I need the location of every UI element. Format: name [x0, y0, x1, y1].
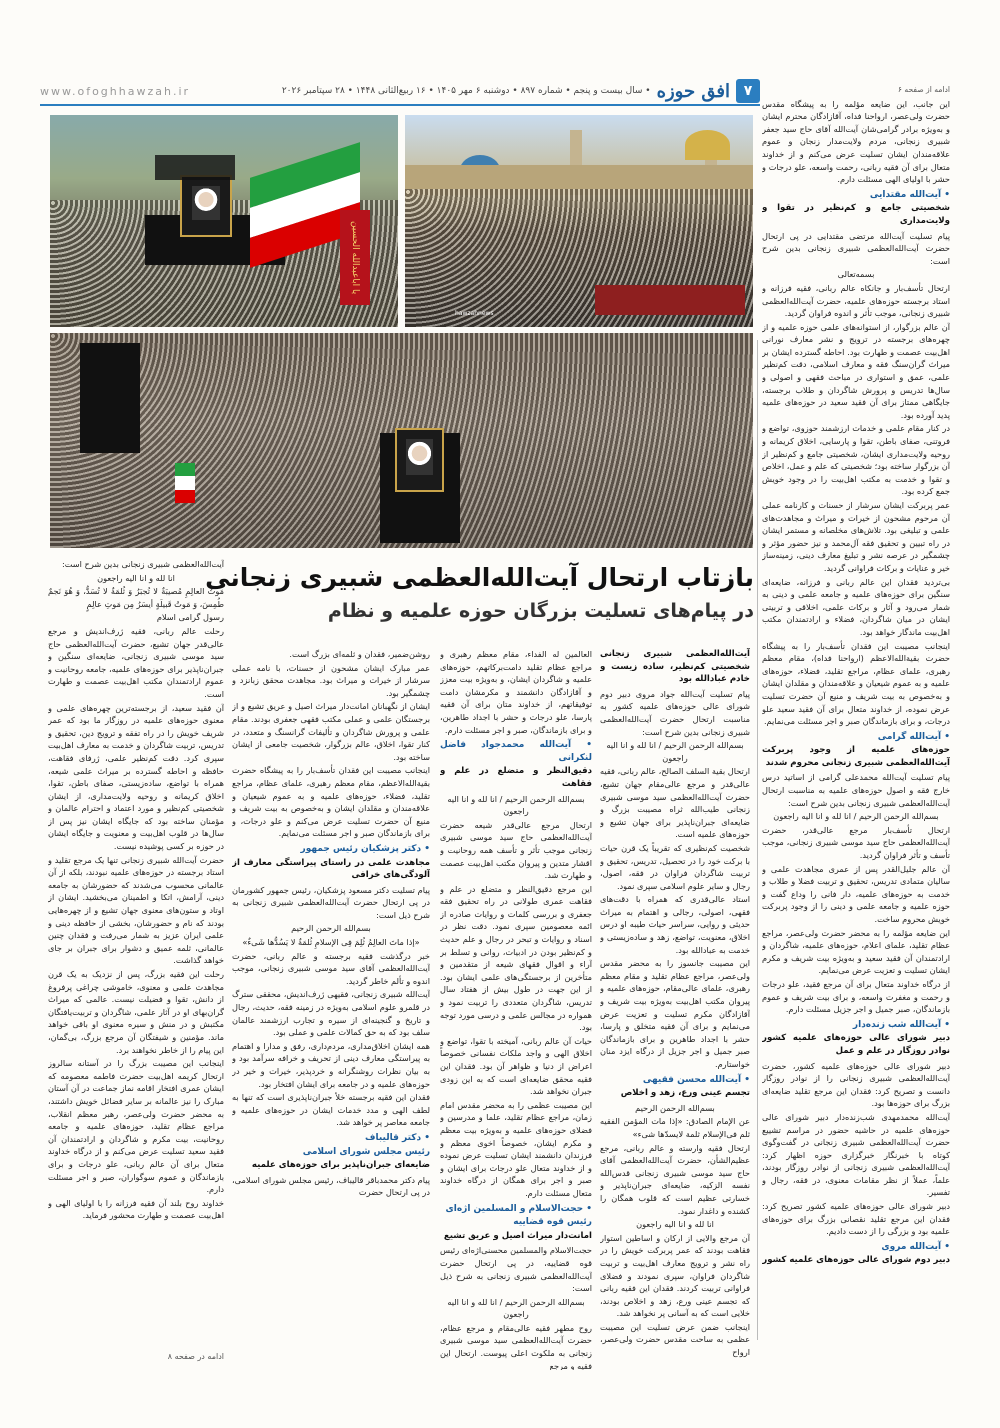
paragraph: اینجانب مصیبت این فقدان تأسف‌بار را به پیشگاه حضرت بقیةالله‌الاعظم، مقام معظم رهبری، علمای عظام، مراجع تقلید، فضلاء، حوزه‌های علمیه و به عموم شیعیان و علاقه‌مندان و مقلدان ایشان و به‌خصوص به بیت شریف و منیع آن حضرت تسلیت عرض می‌کنم و علو درجات، و برای بازماندگان صبر و اجر مسئلت می‌نمایم. [232, 765, 430, 839]
paragraph: این مرجع دقیق‌النظر و متضلع در علم و فقاهت عمری طولانی در راه تحقیق فقه جعفری و بررسی کلمات و روایات صادره از ائمه معصومین سپری نمود. دقت نظر در اسناد و روایات و تبحر در رجال و علم حدیث و کم‌نظیر بودن در ادبیات، روانی و تسلط بر آراء و اقوال فقهای شیعه از متقدمین و متأخرین از برجستگی‌های علمی ایشان بود. از این جهت در طول بیش از هفتاد سال تدریس، شاگردان متعددی را تربیت نمود و همواره در مجالس علمی و درسی مورد توجه بود. [440, 883, 592, 1033]
headline: بازتاب ارتحال آیت‌الله‌العظمی شبیری زنجانی [205, 563, 754, 592]
paragraph: خداوند روح بلند آن فقیه فرزانه را با اولیای الهی و اهل‌بیت عصمت و طهارت محشور فرماید. [48, 1197, 224, 1221]
paragraph: شخصیت کم‌نظیری که تقریباً یک قرن حیات با برکت خود را در تحصیل، تدریس، تحقیق و تربیت شاگردان فراوان در فقه، اصول، رجال و سایر علوم اسلامی سپری نمود. [600, 842, 750, 891]
paragraph: آیت‌الله شبیری زنجانی، فقیهی ژرف‌اندیش، محققی سترگ در قلمرو علوم اسلامی به‌ویژه در زمینه فقه، حدیث، رجال و تاریخ و گنجینه‌ای از سیره و تجارب ارزشمند عالمان سلف بود که به حق کمالات علمی و عملی بود. [232, 989, 430, 1038]
iran-flag [175, 463, 195, 503]
paragraph: اینجانب این مصیبت بزرگ را در آستانه سالروز ارتحال کریمه اهل‌بیت حضرت فاطمه معصومه که ایشان عمری افتخار اقامه نماز جماعت در آن آستان مبارک را نیز عالمانه بر سایر فضائل خویش داشتند، به محضر حضرت ولی‌عصر، رهبر معظم انقلاب، مراجع عظام تقلید، حوزه‌های علمیه و جامعه روحانیت، بیت مکرم و شاگردان و ارادتمندان آن فقید سعید تسلیت عرض می‌کنم و از درگاه خداوند متعال برای آن عالم ربانی، علو درجات و برای بازماندگان و عموم سوگواران، صبر و اجر مسئلت دارم. [48, 1058, 224, 1195]
paragraph: آن فقید سعید، از برجسته‌ترین چهره‌های علمی و معنوی حوزه‌های علمیه در روزگار ما بود که عمر شریف خویش را در راه تفقه و ترویج دین، تحقیق و تدریس، تربیت شاگردان و خدمت به معارف اهل‌بیت سپری کرد. دقت کم‌نظیر علمی، ژرفای فقاهت، حافظه و احاطه گسترده بر میراث علمی شیعه، همراه با تواضع، ساده‌زیستی، صفای باطن، تقوا، اخلاق کریمانه و روحیه ولایت‌مداری، از ایشان شخصیتی کم‌نظیر و مورد اعتماد و احترام عالمان و مؤمنان ساخته بود که جایگاه ایشان نیز پس از سال‌ها در قلوب اهل‌بیت و معنویت و جایگاه ایشان در حوزه بر کسی پوشیده نیست. [48, 702, 224, 852]
shrine-crowd-photo [405, 115, 753, 327]
paragraph: حیات آن عالم ربانی، آمیخته با تقوا، تواضع و اخلاق الهی و واجد ملکات نفسانی خصوصاً اعراض از دنیا و ظواهر آن بود. فقدان این فقیه محقق ضایعه‌ای است که به این زودی جبران نخواهد شد. [440, 1035, 592, 1097]
paragraph: روشن‌ضمیر، فقدان و ثلمه‌ای بزرگ است. [289, 649, 430, 659]
column-right [762, 84, 950, 1346]
section-heading: • آیت‌الله مروی [881, 1241, 950, 1252]
paragraph: انا لله و انا الیه راجعون [636, 1219, 714, 1230]
paragraph: پیام تسلیت آیت‌الله جواد مروی دبیر دوم شورای عالی حوزه‌های علمیه کشور به مناسبت ارتحال حضرت آیت‌الله‌العظمی شبیری زنجانی بدین شرح است: [600, 688, 750, 737]
subheadline: در پیام‌های تسلیت بزرگان حوزه علمیه و نظام [327, 600, 754, 622]
section-heading: • دکتر پزشکیان رئیس جمهور [300, 843, 430, 854]
basmala: بسم‌الله الرحمن الرحیم / انا لله و انا الیه راجعون [447, 793, 585, 817]
portrait-frame [180, 175, 232, 237]
quote: مَوتُ العالِمِ مُصیبَةٌ لا تُجبَرُ وَ ثُلمَةٌ لا تُسَدُّ، وَ هُوَ نَجمٌ طُمِسَ، وَ مَوتُ قَبیلَةٍ أیسَرُ مِن مَوتِ عالِمٍ [48, 586, 224, 609]
paragraph: عمر مبارک ایشان مشحون از حسنات، با نامه عملی سرشار از خیرات و میراث بود. مجاهدت محقق زبانزد و چشمگیر بود. [232, 662, 430, 698]
paragraph: این جانب، این ضایعه مؤلمه را به پیشگاه مقدس حضرت ولی‌عصر، ارواحنا فداه، آقازادگان محترم ایشان و به‌ویژه برادر گرامی‌شان آیت‌الله آقای حاج سید جعفر شبیری زنجانی، مردم ولایت‌مدار زنجان و عموم علاقه‌مندان ایشان تسلیت عرض می‌کنم و از خداوند متعال برای آن فقیه ربانی، رحمت واسعه، علو درجات و حشر با اولیای الهی مسئلت دارم. [762, 98, 950, 185]
funeral-stage-photo [50, 115, 398, 327]
shrine-dome [685, 130, 730, 160]
paragraph: خبر درگذشت فقیه برجسته و عالم ربانی، حضرت آیت‌الله‌العظمی آقای سید موسی شبیری زنجانی، موجب اندوه و تألم خاطر گردید. [232, 950, 430, 986]
photo-credit: hawzahnews [455, 310, 494, 317]
quote: «إذا ماتَ العالِمُ ثُلِمَ فِی الإسلامِ ثُلمَةٌ لا یَسُدُّها شَیءٌ» [242, 937, 420, 948]
section-subheading: دقیق‌النظر و متضلع در علم و فقاهت [440, 766, 592, 789]
section-heading-title: رئیس قوه قضاییه [513, 1217, 592, 1228]
section-heading: • حجت‌الاسلام و المسلمین اژه‌ای [445, 1203, 592, 1214]
page-header [40, 78, 760, 106]
section-heading: • آیت‌الله محمدجواد فاضل لنکرانی [440, 740, 592, 763]
black-banner-left [80, 343, 140, 453]
paragraph: این ضایعه مؤلمه را به محضر حضرت ولی‌عصر، مراجع عظام تقلید، علمای اعلام، حوزه‌های علمیه، شاگردان و ارادتمندان آن فقید سعید و به‌ویژه بیت شریف و مکرم ایشان تسلیت و تعزیت عرض می‌نمایم. [762, 927, 950, 976]
paragraph: دبیر شورای عالی حوزه‌های علمیه کشور تصریح کرد: فقدان این مرجع تقلید نقصانی بزرگ برای حوزه‌های علمیه بود و بزرگی را از دست دادیم. [762, 1201, 950, 1237]
section-subheading: شخصیتی جامع و کم‌نظیر در تقوا و ولایت‌مداری [762, 203, 950, 226]
paragraph: انا لله و انا الیه راجعون [97, 572, 175, 583]
article-title-block [205, 562, 754, 622]
paragraph: همه ایشان اخلاق‌مداری، مردم‌داری، رفق و مدارا و اهتمام به پیراستگی معارف دینی از تحریف و خرافه سرآمد بود و به بیان نظرات روشنگرانه و خردپذیر، خیرات و خیر در حوزه‌های علمیه و در جامعه برای ایشان افتخار بود. [232, 1040, 430, 1089]
coffin [595, 285, 745, 315]
section-subheading: دبیر شورای عالی حوزه‌های علمیه کشور نوادر روزگار در علم و عمل [762, 1033, 950, 1056]
website-link[interactable]: www.ofoghhawzah.ir [40, 84, 191, 98]
column-divider [757, 340, 758, 1340]
paragraph: ارتحال فقیه وارسته و عالم ربانی، مرجع عظیم‌الشأن، حضرت آیت‌الله‌العظمی آقای حاج سید موسی شبیری زنجانی قدس‌الله نفسه الزکیه، ضایعه‌ای جبران‌ناپذیر و خسارتی عظیم است که قلوب همگان را کشنده و داغدار نمود. [600, 1142, 750, 1216]
paragraph: رحلت این فقیه بزرگ، پس از نزدیک به یک قرن مجاهدت علمی و معنوی، خاموشی چراغی پرفروغ از دانش، تقوا و فضیلت نیست. عالمی که میراث گران‌بهای او در آثار علمی، شاگردان و تربیت‌یافتگان مکتبش و در منش و سیره معنوی او باقی خواهد ماند. مؤمنین و شیفتگان آن مرجع بزرگ، بی‌گمان، این پیام را از خاطر نخواهند برد. [48, 969, 224, 1055]
continued-note: ادامه از صفحه ۶ [897, 85, 950, 94]
paragraph: ایشان از نگهبانان امانت‌دار میراث اصیل و عریق تشیع و از برجستگان علمی و عملی مکتب فقهی جعفری بودند. مقام علمی و پرورش شاگردان و تألیفات گرانسنگ و متعدد، در کنار تقوا، اخلاق، عالم بزرگوار، شخصیت جامعی از ایشان ساخته بود. [232, 701, 430, 762]
paragraph: آیت‌الله‌العظمی شبیری زنجانی بدین شرح است: [62, 559, 224, 569]
section-heading: • آیت‌الله مقتدایی [869, 189, 950, 200]
section-heading: • دکتر قالیباف [365, 1132, 430, 1143]
section-subheading: دبیر دوم شورای عالی حوزه‌های علمیه کشور [762, 1255, 950, 1266]
basmala: بسم‌الله الرحمن الرحیم / انا لله و انا الیه راجعون [606, 740, 744, 763]
paragraph: حضرت آیت‌الله شبیری زنجانی تنها یک مرجع تقلید و استاد برجسته در حوزه‌های علمیه نبودند، بلکه از آن عالمانی محسوب می‌شدند که حضورشان به جامعه دینی، آرامش، اتکا و اطمینان می‌بخشید. ایشان از اوتاد و ستون‌های معنوی جهان تشیع و از چهره‌هایی بودند که نام و حضورشان، بخشی از حافظه دینی و علمی ایران عزیز به شمار می‌رفت و فقدان چنین عالمانی، ثلمه عمیق و دشوار برای جبران بر جای خواهد گذاشت. [48, 854, 224, 966]
continued-note: ادامه در صفحه ۸ [167, 1352, 224, 1361]
paragraph: بی‌تردید فقدان این عالم ربانی و فرزانه، ضایعه‌ای سنگین برای حوزه‌های علمیه و جامعه علمی و دینی به شمار می‌رود و آثار و برکات علمی، اخلاقی و تربیتی ایشان در میان شاگردان، فضلاء و ارادتمندان مکتب اهل‌بیت ماندگار خواهد بود. [762, 576, 950, 637]
basmala: بسمه‌تعالی [837, 269, 875, 280]
basmala: بسم‌الله الرحمن الرحیم / انا لله و انا الیه راجعون [773, 811, 939, 822]
section-subheading: تجسم عینی ورع، زهد و اخلاص [620, 1088, 750, 1099]
paragraph: اینجانب ضمن عرض تسلیت این مصیبت عظمی به ساحت مقدس حضرت ولی‌عصر، ارواح [600, 1321, 750, 1358]
paragraph: اینجانب مصیبت این فقدان تأسف‌بار را به پیشگاه حضرت بقیةالله‌الاعظم (ارواحنا فداه)، مقام معظم رهبری، علمای عظام، مراجع تقلید، فضلاء، حوزه‌های علمیه و به عموم شیعیان و علاقه‌مندان و مقلدان ایشان و به‌خصوص به بیت شریف و منیع آن حضرت تسلیت عرض نموده، از خداوند متعال برای آن فقید سعید علو درجات، و برای بازماندگان صبر و اجر مسئلت می‌نمایم. [762, 640, 950, 727]
publication-logo: افق حوزه [656, 80, 730, 102]
paragraph: العالمین له الفداء، مقام معظم رهبری و مراجع عظام تقلید دامت‌برکاتهم، حوزه‌های علمیه و شاگردان ایشان، و به‌ویژه بیت معزز و آقازادگان دانشمند و مکرمشان دامت توفیقاتهم، از خداوند متان برای آن فقیه پارسا، علو درجات و حشر با اجداد طاهرین، و برای بازماندگان، صبر و اجر مسئلت دارم. [440, 649, 592, 735]
paragraph: رحلت عالم ربانی، فقیه ژرف‌اندیش و مرجع عالی‌قدر جهان تشیع، حضرت آیت‌الله‌العظمی حاج سید موسی شبیری زنجانی، ضایعه‌ای سنگین و جبران‌ناپذیر برای حوزه‌های علمیه، جامعه روحانیت و عموم ارادتمندان مکتب اهل‌بیت عصمت و طهارت است. [48, 625, 224, 699]
section-heading: • آیت‌الله محسن فقیهی [642, 1074, 750, 1085]
paragraph: روح مطهر فقیه عالی‌مقام و مرجع عظام، حضرت آیت‌الله‌العظمی سید موسی شبیری زنجانی به ملکوت اعلی پیوست. ارتحال این فقیه و مرجع [440, 1322, 592, 1370]
section-subheading: آیت‌الله‌العظمی شبیری زنجانی شخصیتی کم‌نظیر، ساده زیست و خادم عبادالله بود [600, 649, 750, 685]
paragraph: پیام تسلیت دکتر مسعود پزشکیان، رئیس جمهور کشورمان در پی ارتحال حضرت آیت‌الله‌العظمی شبیری زنجانی به شرح ذیل است: [232, 884, 430, 920]
paragraph: عمر پربرکت ایشان سرشار از حسنات و کارنامه عملی آن مرحوم مشحون از خیرات و میراث و مجاهدت‌های علمی و تبلیغی بود. تلاش‌های مخلصانه و مستمر ایشان در راه تبیین و تحقیق فقه آل‌محمد و نیز حضور مؤثر و چشمگیر در عرصه نشر و تبلیغ معارف دینی، زمینه‌ساز خیر و عنایات و برکات فراوانی گردید. [762, 500, 950, 573]
column-4 [232, 648, 430, 1370]
paragraph: پیام دکتر محمدباقر قالیباف، رئیس مجلس شورای اسلامی، در پی ارتحال حضرت [232, 1174, 430, 1198]
paragraph: دبیر شورای عالی حوزه‌های علمیه کشور، حضرت آیت‌الله‌العظمی شبیری زنجانی را از نوادر روزگار دانست و تصریح کرد: فقدان این مرجع تقلید ضایعه‌ای بزرگ برای حوزه‌ها بود. [762, 1060, 950, 1109]
column-3 [440, 648, 592, 1370]
funeral-crowd-photo [50, 333, 753, 548]
paragraph: پیام تسلیت آیت‌الله مرتضی مقتدایی در پی ارتحال حضرت آیت‌الله‌العظمی شبیری زنجانی بدین شرح است: [762, 230, 950, 266]
section-heading: • آیت‌الله شب زنده‌دار [852, 1019, 950, 1030]
masthead [282, 79, 760, 103]
paragraph: آن عالم جلیل‌القدر پس از عمری مجاهدت علمی و سالیان متمادی تدریس، تحقیق و تربیت فضلا و طلاب و خدمت به حوزه‌های علمیه، دار فانی را وداع گفت و حوزه علمیه و جامعه علمی و دینی را از وجود پربرکت خویش محروم ساخت. [762, 863, 950, 924]
section-subheading: ضایعه‌ای جبران‌ناپذیر برای حوزه‌های علمیه [251, 1160, 430, 1171]
quote-source: رسول گرامی اسلام [156, 612, 224, 623]
paragraph: استاد عالی‌قدری که همراه با دقت‌های فقهی، اصولی، رجالی و اهتمام به میراث حدیثی و روایی، سراسر حیات طیبه او درس اخلاق، معنویت، تواضع، زهد و ساده‌زیستی و خدمت به عبادالله بود. [600, 894, 750, 955]
paragraph: ارتحال بقیة السلف الصالح، عالم ربانی، فقیه عالی‌قدر و مرجع عالی‌مقام جهان تشیع، حضرت آیت‌الله‌العظمی سید موسی شبیری زنجانی طیب‌الله ثراه مصیبت بزرگ و ضایعه‌ای جبران‌ناپذیر برای جهان تشیع و حوزه‌های علمیه است. [600, 766, 750, 840]
basmala: بسم‌الله الرحمن الرحیم [291, 923, 371, 934]
section-subheading: امانت‌دار میراث اصیل و عریق تشیع [443, 1230, 592, 1241]
paragraph: پیام تسلیت آیت‌الله محمدعلی گرامی از اساتید درس خارج فقه و اصول حوزه‌های علمیه به مناسبت ارتحال آیت‌الله‌العظمی شبیری زنجانی بدین شرح است: [762, 772, 950, 808]
paragraph: این مصیبت عظمی را به محضر مقدس امام زمان، مراجع عظام تقلید، علما و مدرسین و فضلای حوزه‌های علمیه و به‌ویژه بیت معظم و مکرم ایشان، خصوصاً اخوی معظم و فرزندان دانشمند ایشان تسلیت عرض نموده و از خداوند متعال علو درجات برای ایشان و صبر و اجر برای همگان از درگاه خداوند متعال مسئلت دارم. [440, 1099, 592, 1198]
issue-info: • سال بیست و پنجم • شماره ۸۹۷ • دوشنبه ۶ مهر ۱۴۰۵ • ۱۶ ربیع‌الثانی ۱۴۴۸ • ۲۸ سپتامبر ۲۰۲۶ [281, 86, 651, 96]
portrait-frame [395, 428, 444, 492]
paragraph: آن مرجع والایی از ارکان و اساطین استوار فقاهت بودند که عمر پربرکت خویش را در راه نشر و ترویج معارف اهل‌بیت و تربیت شاگردان فراوان، سپری نمودند و فضلای فراوانی تربیت کردند. فقدان این فقیه ربانی که تجسم عینی ورع، زهد و اخلاص بودند، خلایی است که به آسانی پر نخواهد شد. [600, 1232, 750, 1319]
paragraph: حجت‌الاسلام والمسلمین محسنی‌اژه‌ای رئیس قوه قضاییه، در پی ارتحال حضرت آیت‌الله‌العظمی شبیری زنجانی به شرح ذیل است: [440, 1245, 592, 1294]
section-subheading: مجاهدت علمی در راستای پیراستگی معارف از آلودگی‌های خرافی [232, 857, 430, 881]
paragraph: در کنار مقام علمی و خدمات ارزشمند حوزوی، تواضع و فروتنی، صفای باطن، تقوا و پارسایی، اخلاق کریمانه و روحیه ولایت‌مداری ایشان، شخصیتی جامع و کم‌نظیر از آن بزرگوار ساخته بود؛ شخصیتی که علم و عمل، اخلاص و تقوا و خدمت به مکتب اهل‌بیت را در وجود خویش جمع کرده بود. [762, 423, 950, 497]
basmala: بسم‌الله الرحمن الرحیم [635, 1102, 715, 1113]
paragraph: آیت‌الله محمدمهدی شب‌زنده‌دار دبیر شورای عالی حوزه‌های علمیه در حاشیه حضور در مراسم تشییع حضرت آیت‌الله‌العظمی شبیری زنجانی در گفت‌وگوی کوتاه با خبرنگار خبرگزاری حوزه اظهار کرد: آیت‌الله‌العظمی شبیری زنجانی از نوادر روزگار بودند، علماً، عملاً از نظر مقامات معنوی، در فقه، رجال و تفسیر. [762, 1111, 950, 1198]
paragraph: این مصیبت جانسوز را به محضر مقدس ولی‌عصر، مراجع عظام تقلید و مقام معظم رهبری، علمای عالی‌مقام، حوزه‌های علمیه و پیروان مکتب اهل‌بیت به‌ویژه بیت شریف و آقازادگان مکرم تسلیت و تعزیت عرض می‌نمایم و برای آن فقیه متخلق و پارسا، حشر با اجداد طاهرین و برای بازماندگان صبر جمیل و اجر جزیل از درگاه ایزد منان خواستارم. [600, 958, 750, 1069]
page-number: ۷ [736, 79, 760, 103]
paragraph: ارتحال مرجع عالی‌قدر شیعه حضرت آیت‌الله‌العظمی حاج سید موسی شبیری زنجانی موجب تأثر و تأسف همه روحانیت و اقشار متدین و پیروان مکتب اهل‌بیت عصمت و طهارت شد. [440, 819, 592, 881]
column-5 [48, 558, 224, 1350]
red-banner: یا اباعبدالله الحسین [340, 210, 370, 305]
stage-people [155, 155, 235, 180]
section-heading-title: رئیس مجلس شورای اسلامی [302, 1146, 430, 1157]
basmala: بسم‌الله الرحمن الرحیم / انا لله و انا الیه راجعون [447, 1296, 585, 1320]
paragraph: فقدان این فقیه برجسته خلأ جبران‌ناپذیری است که تنها به لطف الهی و مدد خدمات ایشان در حوزه‌های علمیه و جامعه معاصر پر خواهد شد. [232, 1092, 430, 1128]
paragraph: ارتحال تأسف‌بار و جانکاه عالم ربانی، فقیه فرزانه و استاد برجسته حوزه‌های علمیه، حضرت آیت‌الله‌العظمی شبیری زنجانی، موجب تأثر و اندوه فراوان گردید. [762, 282, 950, 319]
paragraph: عن الإمام الصادق: «إذا مات المؤمن الفقیه ثلم فی‌الإسلام ثلمة لایسدّها شیء» [600, 1116, 750, 1139]
paragraph: از درگاه خداوند متعال برای آن مرجع فقید، علو درجات و رحمت و مغفرت واسعه، و برای بیت شریف و عموم بازماندگان، صبر جمیل و اجر جزیل مسئلت دارم. [762, 978, 950, 1015]
paragraph: ارتحال تأسف‌بار مرجع عالی‌قدر، حضرت آیت‌الله‌العظمی حاج سید موسی شبیری زنجانی، موجب تأسف و تأثر فراوان گردید. [762, 824, 950, 861]
column-2 [600, 648, 750, 1370]
section-heading: • آیت‌الله گرامی [877, 731, 950, 742]
section-subheading: حوزه‌های علمیه از وجود پربرکت آیت‌الله‌العظمی شبیری زنجانی محروم شدند [762, 745, 950, 768]
paragraph: آن عالم بزرگوار، از استوانه‌های علمی حوزه علمیه و از چهره‌های برجسته در ترویج و نشر معارف نورانی اهل‌بیت عصمت و طهارت بود. احاطه گسترده ایشان بر میراث گران‌سنگ فقه و معارف اسلامی، دقت کم‌نظیر علمی، عمق و استواری در مباحث فقهی و اصولی و سال‌ها تدریس و پرورش شاگردان و طلاب برجسته، جایگاهی ممتاز برای آن فقید سعید در حوزه‌های علمیه پدید آورده بود. [762, 321, 950, 420]
